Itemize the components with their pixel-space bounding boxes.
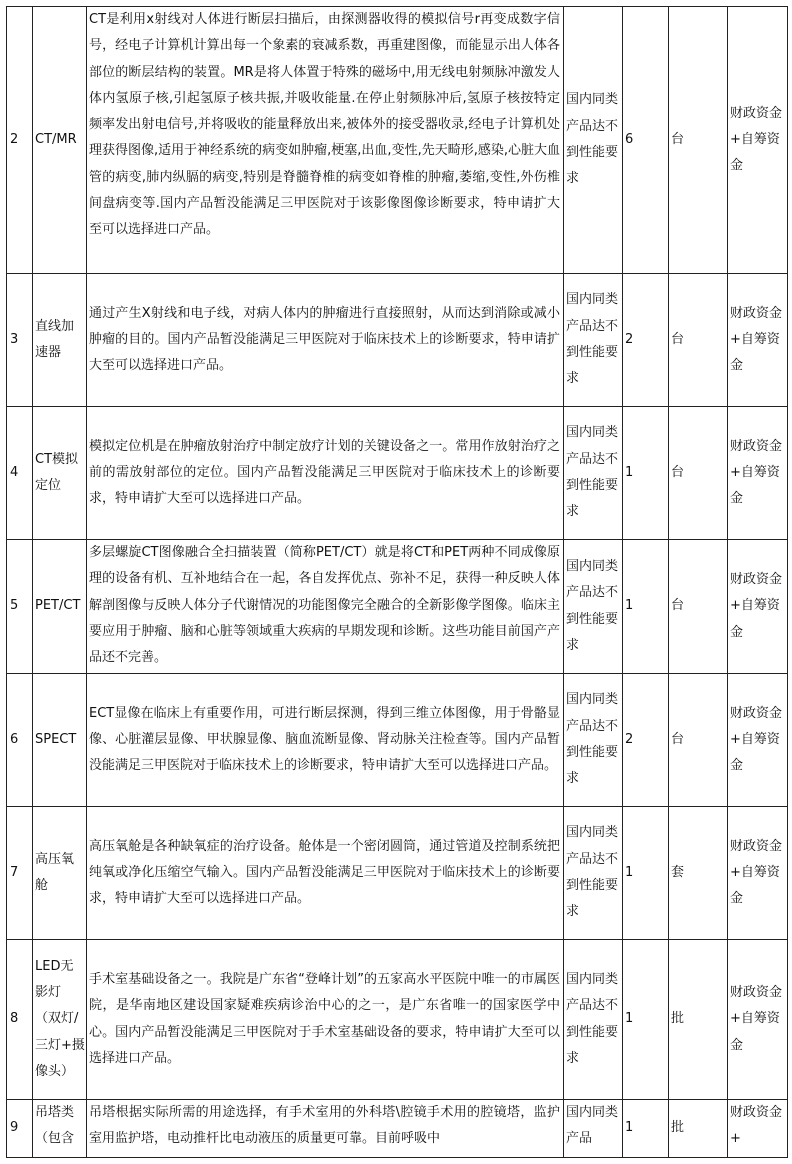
equipment-table — [6, 6, 788, 1158]
unit: 套 — [669, 807, 728, 940]
unit: 批 — [669, 1100, 728, 1158]
equipment-description: 模拟定位机是在肿瘤放射治疗中制定放疗计划的关键设备之一。常用作放射治疗之前的需放射部位的定位。国内产品暂没能满足三甲医院对于临床技术上的诊断要求，特申请扩大至可以选择进口产品。 — [87, 407, 564, 540]
equipment-description: 多层螺旋CT图像融合全扫描装置（简称PET/CT）就是将CT和PET两种不同成像原理的设备有机、互补地结合在一起，各自发挥优点、弥补不足，获得一种反映人体解剖图像与反映人体分子代谢情况的功能图像完全融合的全新影像学图像。临床主要应用于肿瘤、脑和心脏等领域重大疾病的早期发现和诊断。这些功能目前国产产品还不完善。 — [87, 540, 564, 674]
unit: 台 — [669, 540, 728, 674]
row-number: 9 — [7, 1100, 33, 1158]
equipment-name: 高压氧舱 — [33, 807, 87, 940]
table-row — [7, 1100, 788, 1158]
funding-source: 财政资金+自筹资金 — [728, 540, 788, 674]
quantity: 6 — [623, 7, 669, 274]
funding-source: 财政资金+自筹资金 — [728, 674, 788, 807]
equipment-description: 通过产生X射线和电子线，对病人体内的肿瘤进行直接照射，从而达到消除或减小肿瘤的目的。国内产品暂没能满足三甲医院对于临床技术上的诊断要求，特申请扩大至可以选择进口产品。 — [87, 274, 564, 407]
quantity: 1 — [623, 1100, 669, 1158]
row-number: 7 — [7, 807, 33, 940]
equipment-description: 高压氧舱是各种缺氧症的治疗设备。舱体是一个密闭圆筒，通过管道及控制系统把纯氧或净化压缩空气输入。国内产品暂没能满足三甲医院对于临床技术上的诊断要求，特申请扩大至可以选择进口产品。 — [87, 807, 564, 940]
import-reason: 国内同类产品达不到性能要求 — [564, 940, 623, 1100]
equipment-name: 吊塔类（包含 — [33, 1100, 87, 1158]
funding-source: 财政资金+自筹资金 — [728, 807, 788, 940]
row-number: 5 — [7, 540, 33, 674]
funding-source: 财政资金+ — [728, 1100, 788, 1158]
unit: 台 — [669, 407, 728, 540]
table-row — [7, 674, 788, 807]
funding-source: 财政资金+自筹资金 — [728, 407, 788, 540]
table-row — [7, 540, 788, 674]
equipment-name: CT模拟定位 — [33, 407, 87, 540]
unit: 台 — [669, 7, 728, 274]
import-reason: 国内同类产品达不到性能要求 — [564, 7, 623, 274]
unit: 台 — [669, 674, 728, 807]
quantity: 1 — [623, 407, 669, 540]
unit: 批 — [669, 940, 728, 1100]
equipment-description: 吊塔根据实际所需的用途选择，有手术室用的外科塔\腔镜手术用的腔镜塔，监护室用监护塔，电动推杆比电动液压的质量更可靠。目前呼吸中 — [87, 1100, 564, 1158]
quantity: 1 — [623, 940, 669, 1100]
unit: 台 — [669, 274, 728, 407]
table-row — [7, 7, 788, 274]
import-reason: 国内同类产品达不到性能要求 — [564, 274, 623, 407]
row-number: 8 — [7, 940, 33, 1100]
row-number: 6 — [7, 674, 33, 807]
import-reason: 国内同类产品达不到性能要求 — [564, 807, 623, 940]
quantity: 1 — [623, 807, 669, 940]
equipment-description: ECT显像在临床上有重要作用，可进行断层探测，得到三维立体图像，用于骨骼显像、心脏灌层显像、甲状腺显像、脑血流断显像、肾动脉关注检查等。国内产品暂没能满足三甲医院对于临床技术上的诊断要求，特申请扩大至可以选择进口产品。 — [87, 674, 564, 807]
import-reason: 国内同类产品 — [564, 1100, 623, 1158]
row-number: 3 — [7, 274, 33, 407]
funding-source: 财政资金+自筹资金 — [728, 7, 788, 274]
equipment-description: 手术室基础设备之一。我院是广东省“登峰计划”的五家高水平医院中唯一的市属医院，是华南地区建设国家疑难疾病诊治中心的之一，是广东省唯一的国家医学中心。国内产品暂没能满足三甲医院对于手术室基础设备的要求，特申请扩大至可以选择进口产品。 — [87, 940, 564, 1100]
row-number: 4 — [7, 407, 33, 540]
funding-source: 财政资金+自筹资金 — [728, 274, 788, 407]
import-reason: 国内同类产品达不到性能要求 — [564, 540, 623, 674]
equipment-description: CT是利用x射线对人体进行断层扫描后，由探测器收得的模拟信号r再变成数字信号，经电子计算机计算出每一个象素的衰减系数，再重建图像，而能显示出人体各部位的断层结构的装置。MR是将人体置于特殊的磁场中,用无线电射频脉冲激发人体内氢原子核,引起氢原子核共振,并吸收能量.在停止射频脉冲后,氢原子核按特定频率发出射电信号,并将吸收的能量释放出来,被体外的接受器收录,经电子计算机处理获得图像,适用于神经系统的病变如肿瘤,梗塞,出血,变性,先天畸形,感染,心脏大血管的病变,肺内纵膈的病变,特别是脊髓脊椎的病变如脊椎的肿瘤,萎缩,变性,外伤椎间盘病变等.国内产品暂没能满足三甲医院对于该影像图像诊断要求，特申请扩大至可以选择进口产品。 — [87, 7, 564, 274]
table-row — [7, 407, 788, 540]
quantity: 1 — [623, 540, 669, 674]
table-row — [7, 940, 788, 1100]
quantity: 2 — [623, 674, 669, 807]
equipment-name: PET/CT — [33, 540, 87, 674]
equipment-name: CT/MR — [33, 7, 87, 274]
quantity: 2 — [623, 274, 669, 407]
import-reason: 国内同类产品达不到性能要求 — [564, 674, 623, 807]
import-reason: 国内同类产品达不到性能要求 — [564, 407, 623, 540]
funding-source: 财政资金+自筹资金 — [728, 940, 788, 1100]
equipment-name: 直线加速器 — [33, 274, 87, 407]
equipment-name: LED无影灯（双灯/三灯+摄像头） — [33, 940, 87, 1100]
row-number: 2 — [7, 7, 33, 274]
table-row — [7, 807, 788, 940]
table-row — [7, 274, 788, 407]
equipment-name: SPECT — [33, 674, 87, 807]
